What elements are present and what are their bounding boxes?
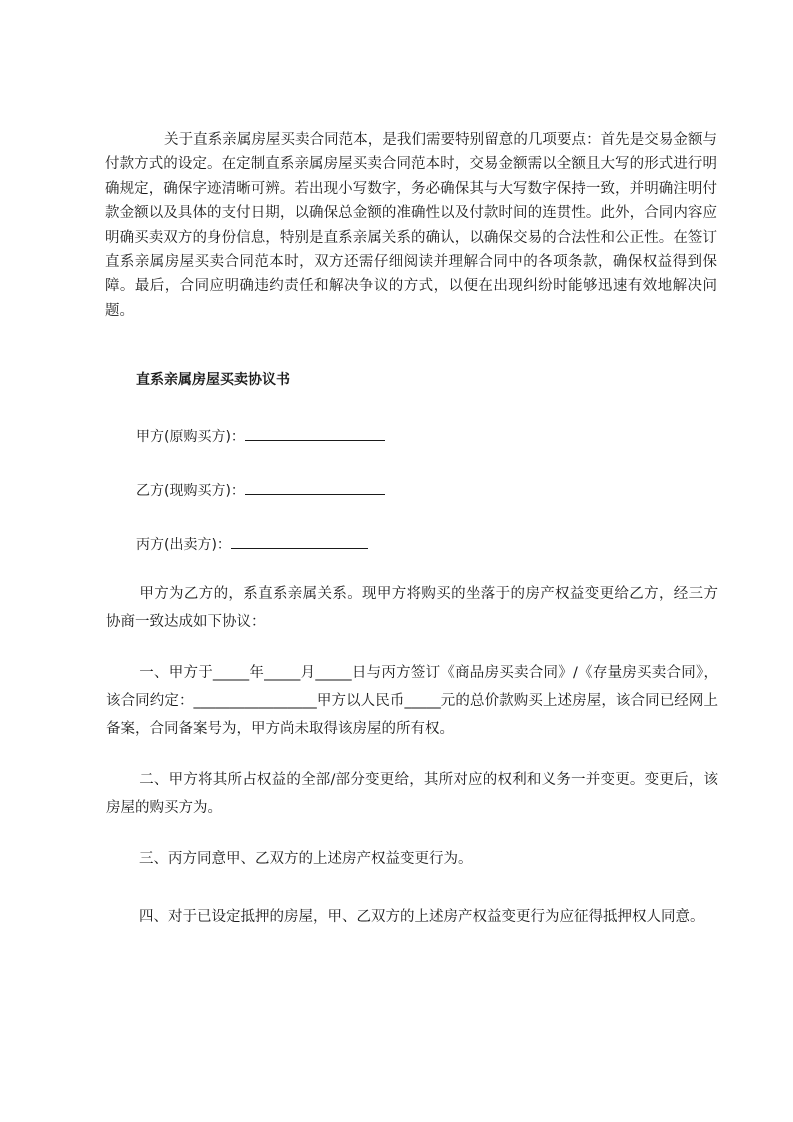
preamble-paragraph: 甲方为乙方的，系直系亲属关系。现甲方将购买的坐落于的房产权益变更给乙方，经三方协商一致达成如下协议： (106, 586, 718, 630)
party-c-label: 丙方(出卖方)： (136, 537, 231, 553)
clause-4: 四、对于已设定抵押的房屋，甲、乙双方的上述房产权益变更行为应征得抵押权人同意。 (139, 909, 705, 925)
clause-3: 三、丙方同意甲、乙双方的上述房产权益变更行为。 (139, 851, 473, 867)
intro-paragraph: 关于直系亲属房屋买卖合同范本，是我们需要特别留意的几项要点：首先是交易金额与付款方式的设定。在定制直系亲属房屋买卖合同范本时，交易金额需以全额且大写的形式进行明确规定，确保字迹清晰可辨。若出现小写数字，务必确保其与大写数字保持一致，并明确注明付款金额以及具体的支付日期，以确保总金额的准确性以及付款时间的连贯性。此外，合同内容应明确买卖双方的身份信息，特别是直系亲属关系的确认，以确保交易的合法性和公正性。在签订直系亲属房屋买卖合同范本时，双方还需仔细阅读并理解合同中的各项条款，确保权益得到保障。最后，合同应明确违约责任和解决争议的方式，以便在出现纠纷时能够迅速有效地解决问题。 (105, 132, 717, 319)
clause-2: 二、甲方将其所占权益的全部/部分变更给，其所对应的权利和义务一并变更。变更后，该房屋的购买方为。 (106, 772, 718, 816)
clause-1: 一、甲方于_____年_____月_____日与丙方签订《商品房买卖合同》/《存量房买卖合同》，该合同约定：_________________甲方以人民币_____元的总价款购买上述房屋，该合同已经网上备案，合同备案号为，甲方尚未取得该房屋的所有权。 (106, 665, 718, 737)
party-a-label: 甲方(原购买方)： (136, 429, 245, 445)
party-a-line (136, 426, 385, 446)
party-b-blank (245, 480, 385, 495)
party-c-blank (231, 534, 368, 549)
party-b-label: 乙方(现购买方)： (136, 483, 245, 499)
party-b-line (136, 480, 385, 500)
agreement-title: 直系亲属房屋买卖协议书 (136, 372, 290, 388)
party-c-line (136, 534, 368, 554)
party-a-blank (245, 426, 385, 441)
